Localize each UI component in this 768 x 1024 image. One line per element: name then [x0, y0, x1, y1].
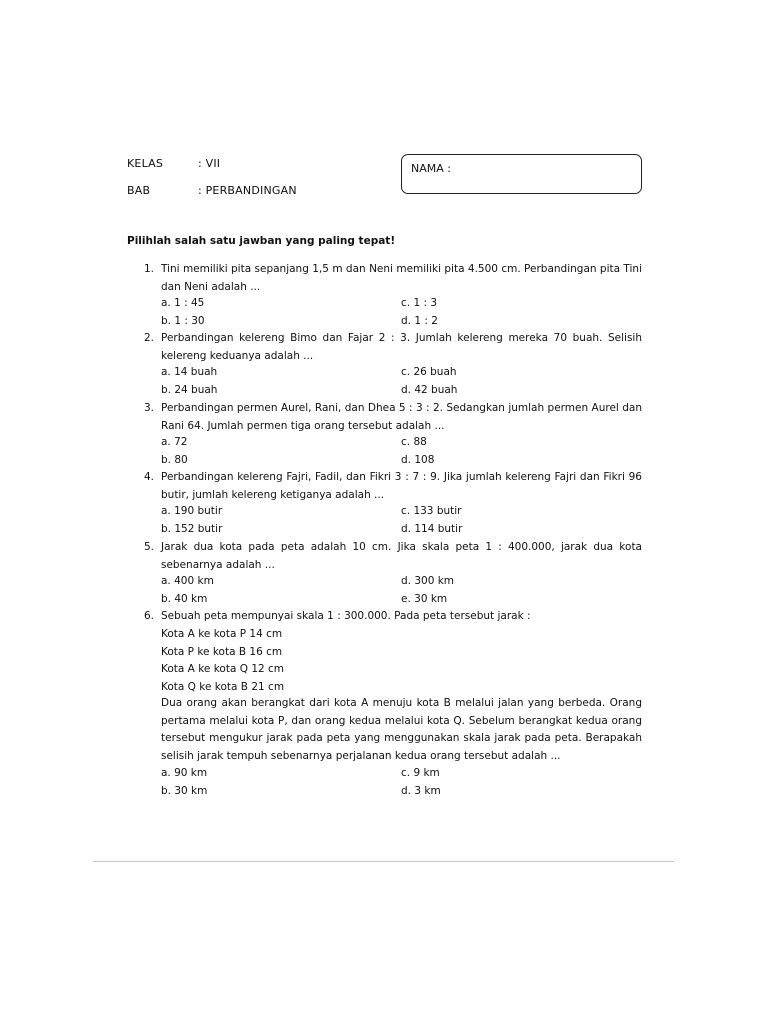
option-b[interactable]: b. 24 buah	[161, 384, 218, 396]
distance-line: Kota A ke kota Q 12 cm	[161, 663, 285, 675]
option-d[interactable]: d. 114 butir	[401, 523, 463, 535]
option-d[interactable]: d. 300 km	[401, 575, 455, 587]
nama-label: NAMA :	[411, 162, 451, 175]
question-text: Jarak dua kota pada peta adalah 10 cm. Jika skala peta 1 : 400.000, jarak dua kota sebenarnya adalah ...	[161, 541, 642, 571]
option-c[interactable]: c. 1 : 3	[401, 297, 438, 309]
option-a[interactable]: a. 72	[161, 436, 188, 448]
option-c[interactable]: c. 9 km	[401, 767, 440, 779]
option-a[interactable]: a. 400 km	[161, 575, 214, 587]
kelas-value: : VII	[198, 157, 221, 170]
option-a[interactable]: a. 190 butir	[161, 505, 223, 517]
question-text: Perbandingan kelereng Bimo dan Fajar 2 : 3. Jumlah kelereng mereka 70 buah. Selisih kelereng keduanya adalah ...	[161, 332, 642, 362]
question-text: Sebuah peta mempunyai skala 1 : 300.000. Pada peta tersebut jarak :	[161, 610, 531, 622]
question-text: Tini memiliki pita sepanjang 1,5 m dan Neni memiliki pita 4.500 cm. Perbandingan pita Tini dan Neni adalah ...	[161, 263, 642, 293]
option-d[interactable]: d. 42 buah	[401, 384, 458, 396]
option-a[interactable]: a. 90 km	[161, 767, 208, 779]
question-number: 4.	[144, 471, 155, 483]
option-d[interactable]: d. 1 : 2	[401, 315, 438, 327]
option-b[interactable]: b. 152 butir	[161, 523, 223, 535]
distance-line: Kota P ke kota B 16 cm	[161, 645, 283, 658]
option-c[interactable]: c. 26 buah	[401, 366, 457, 378]
bab-label: BAB	[127, 184, 151, 197]
option-b[interactable]: b. 30 km	[161, 785, 208, 797]
question-number: 5.	[144, 541, 155, 553]
option-b[interactable]: b. 80	[161, 454, 188, 466]
option-c[interactable]: c. 88	[401, 436, 427, 448]
distance-line: Kota A ke kota P 14 cm	[161, 628, 283, 640]
option-b[interactable]: b. 40 km	[161, 593, 208, 605]
instruction: Pilihlah salah satu jawban yang paling tepat!	[127, 235, 396, 247]
option-c[interactable]: c. 133 butir	[401, 505, 462, 517]
question-number: 3.	[144, 402, 155, 414]
kelas-label: KELAS	[127, 157, 164, 170]
distance-line: Kota Q ke kota B 21 cm	[161, 680, 285, 693]
question-number: 2.	[144, 332, 155, 344]
question-number: 1.	[144, 263, 155, 275]
question-number: 6.	[144, 610, 155, 622]
option-a[interactable]: a. 1 : 45	[161, 297, 205, 309]
distance-list	[161, 626, 284, 696]
option-e[interactable]: e. 30 km	[401, 593, 448, 605]
paragraph-text: Dua orang akan berangkat dari kota A menuju kota B melalui jalan yang berbeda. Orang pertama melalui kota P, dan orang kedua melalui kota Q. Sebelum berangkat kedua orang tersebut mengukur jarak pada peta yang menggunakan skala jarak pada peta. Berapakah selisih jarak tempuh sebenarnya perjalanan kedua orang tersebut adalah ...	[161, 697, 642, 762]
option-b[interactable]: b. 1 : 30	[161, 315, 205, 327]
bab-value: : PERBANDINGAN	[198, 184, 297, 197]
question-text: Perbandingan permen Aurel, Rani, dan Dhea 5 : 3 : 2. Sedangkan jumlah permen Aurel dan Rani 64. Jumlah permen tiga orang tersebut adalah ...	[161, 402, 642, 432]
nama-field[interactable]	[401, 154, 642, 194]
option-d[interactable]: d. 108	[401, 454, 435, 466]
option-d[interactable]: d. 3 km	[401, 785, 441, 797]
page-divider	[93, 861, 674, 862]
option-a[interactable]: a. 14 buah	[161, 366, 218, 378]
question-text: Perbandingan kelereng Fajri, Fadil, dan Fikri 3 : 7 : 9. Jika jumlah kelereng Fajri dan Fikri 96 butir, jumlah kelereng ketiganya adalah ...	[161, 471, 642, 501]
